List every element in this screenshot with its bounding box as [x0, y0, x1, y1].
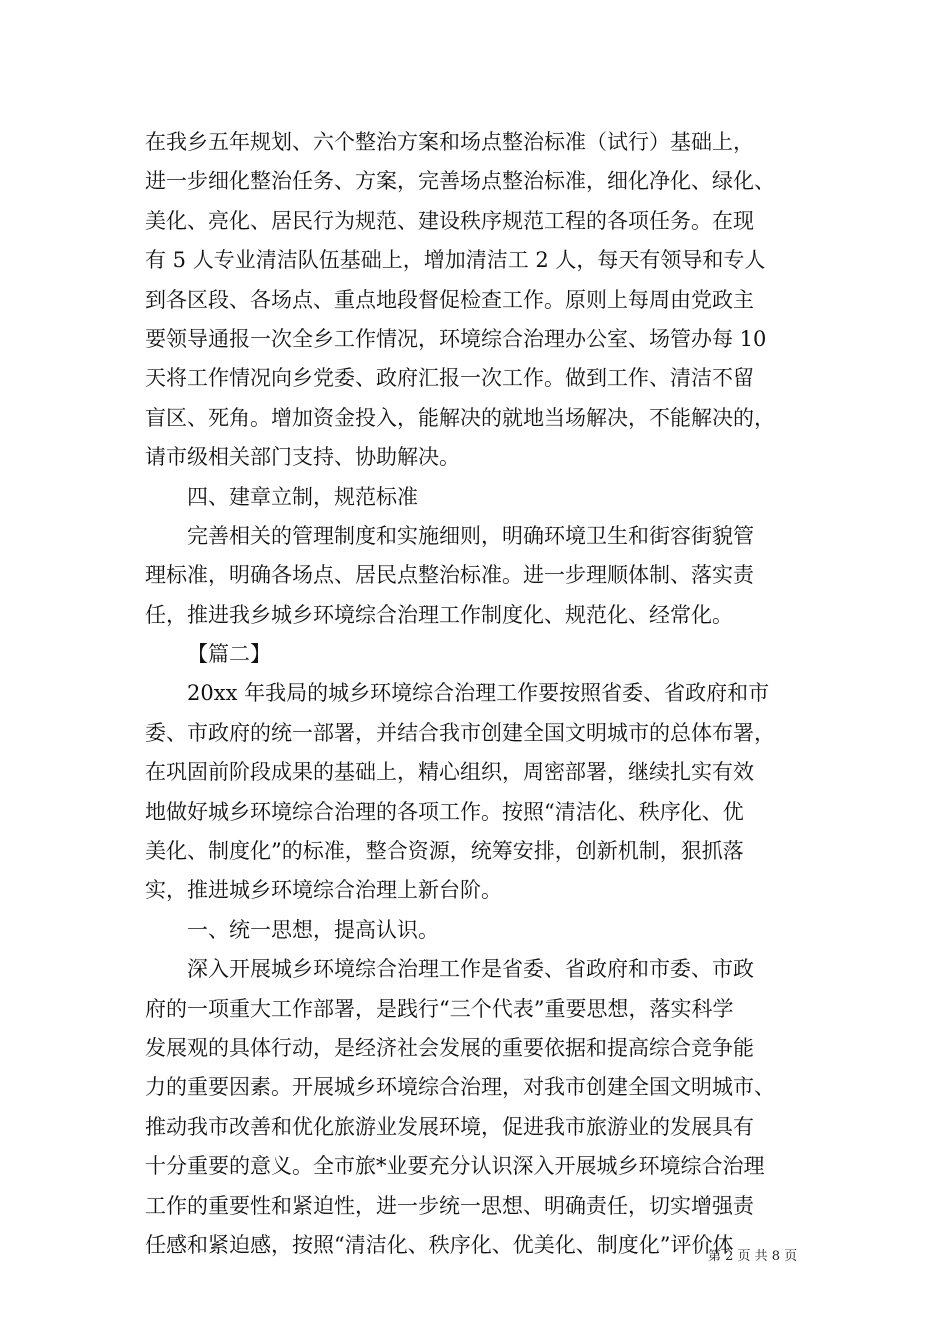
- text-line: 十分重要的意义。全市旅*业要充分认识深入开展城乡环境综合治理: [145, 1154, 765, 1179]
- text-line: 完善相关的管理制度和实施细则，明确环境卫生和街容街貌管: [187, 523, 754, 548]
- document-body: [145, 123, 825, 1265]
- text-line: 盲区、死角。增加资金投入，能解决的就地当场解决，不能解决的，: [145, 405, 775, 430]
- text-line: 请市级相关部门支持、协助解决。: [145, 445, 460, 470]
- text-line: 进一步细化整治任务、方案，完善场点整治标准，细化净化、绿化、: [145, 169, 775, 194]
- text-line: 工作的重要性和紧迫性，进一步统一思想、明确责任，切实增强责: [145, 1193, 754, 1218]
- text-line: 任，推进我乡城乡环境综合治理工作制度化、规范化、经常化。: [145, 602, 733, 627]
- text-line: 力的重要因素。开展城乡环境综合治理，对我市创建全国文明城市、: [145, 1075, 775, 1100]
- text-line: 委、市政府的统一部署，并结合我市创建全国文明城市的总体布署，: [145, 720, 775, 745]
- text-line: 在我乡五年规划、六个整治方案和场点整治标准（试行）基础上，: [145, 130, 754, 154]
- text-line: 府的一项重大工作部署，是践行“三个代表”重要思想，落实科学: [145, 996, 734, 1021]
- chapter-heading: 【篇二】: [187, 642, 271, 667]
- text-line: 推动我市改善和优化旅游业发展环境，促进我市旅游业的发展具有: [145, 1114, 754, 1139]
- text-line: 发展观的具体行动，是经济社会发展的重要依据和提高综合竞争能: [145, 1035, 754, 1060]
- text-line: 地做好城乡环境综合治理的各项工作。按照“清洁化、秩序化、优: [145, 799, 744, 824]
- text-line: 美化、制度化”的标准，整合资源，统筹安排，创新机制，狠抓落: [145, 839, 744, 864]
- text-line: 理标准，明确各场点、居民点整治标准。进一步理顺体制、落实责: [145, 563, 754, 588]
- text-line: 在巩固前阶段成果的基础上，精心组织，周密部署，继续扎实有效: [145, 760, 754, 785]
- page-number: 第 2 页 共 8 页: [708, 1249, 798, 1264]
- section-heading: 四、建章立制，规范标准: [187, 484, 418, 509]
- section-heading: 一、统一思想，提高认识。: [187, 917, 439, 942]
- text-line: 有 5 人专业清洁队伍基础上，增加清洁工 2 人，每天有领导和专人: [145, 248, 766, 273]
- text-line: 深入开展城乡环境综合治理工作是省委、省政府和市委、市政: [187, 957, 754, 982]
- text-line: 实，推进城乡环境综合治理上新台阶。: [145, 878, 502, 903]
- text-line: 到各区段、各场点、重点地段督促检查工作。原则上每周由党政主: [145, 287, 754, 312]
- text-line: 要领导通报一次全乡工作情况，环境综合治理办公室、场管办每 10: [145, 326, 767, 351]
- text-line: 美化、亮化、居民行为规范、建设秩序规范工程的各项任务。在现: [145, 208, 754, 233]
- text-line: 天将工作情况向乡党委、政府汇报一次工作。做到工作、清洁不留: [145, 366, 754, 391]
- text-line: 任感和紧迫感，按照“清洁化、秩序化、优美化、制度化”评价体: [145, 1232, 734, 1257]
- text-line: 20xx 年我局的城乡环境综合治理工作要按照省委、省政府和市: [187, 681, 770, 706]
